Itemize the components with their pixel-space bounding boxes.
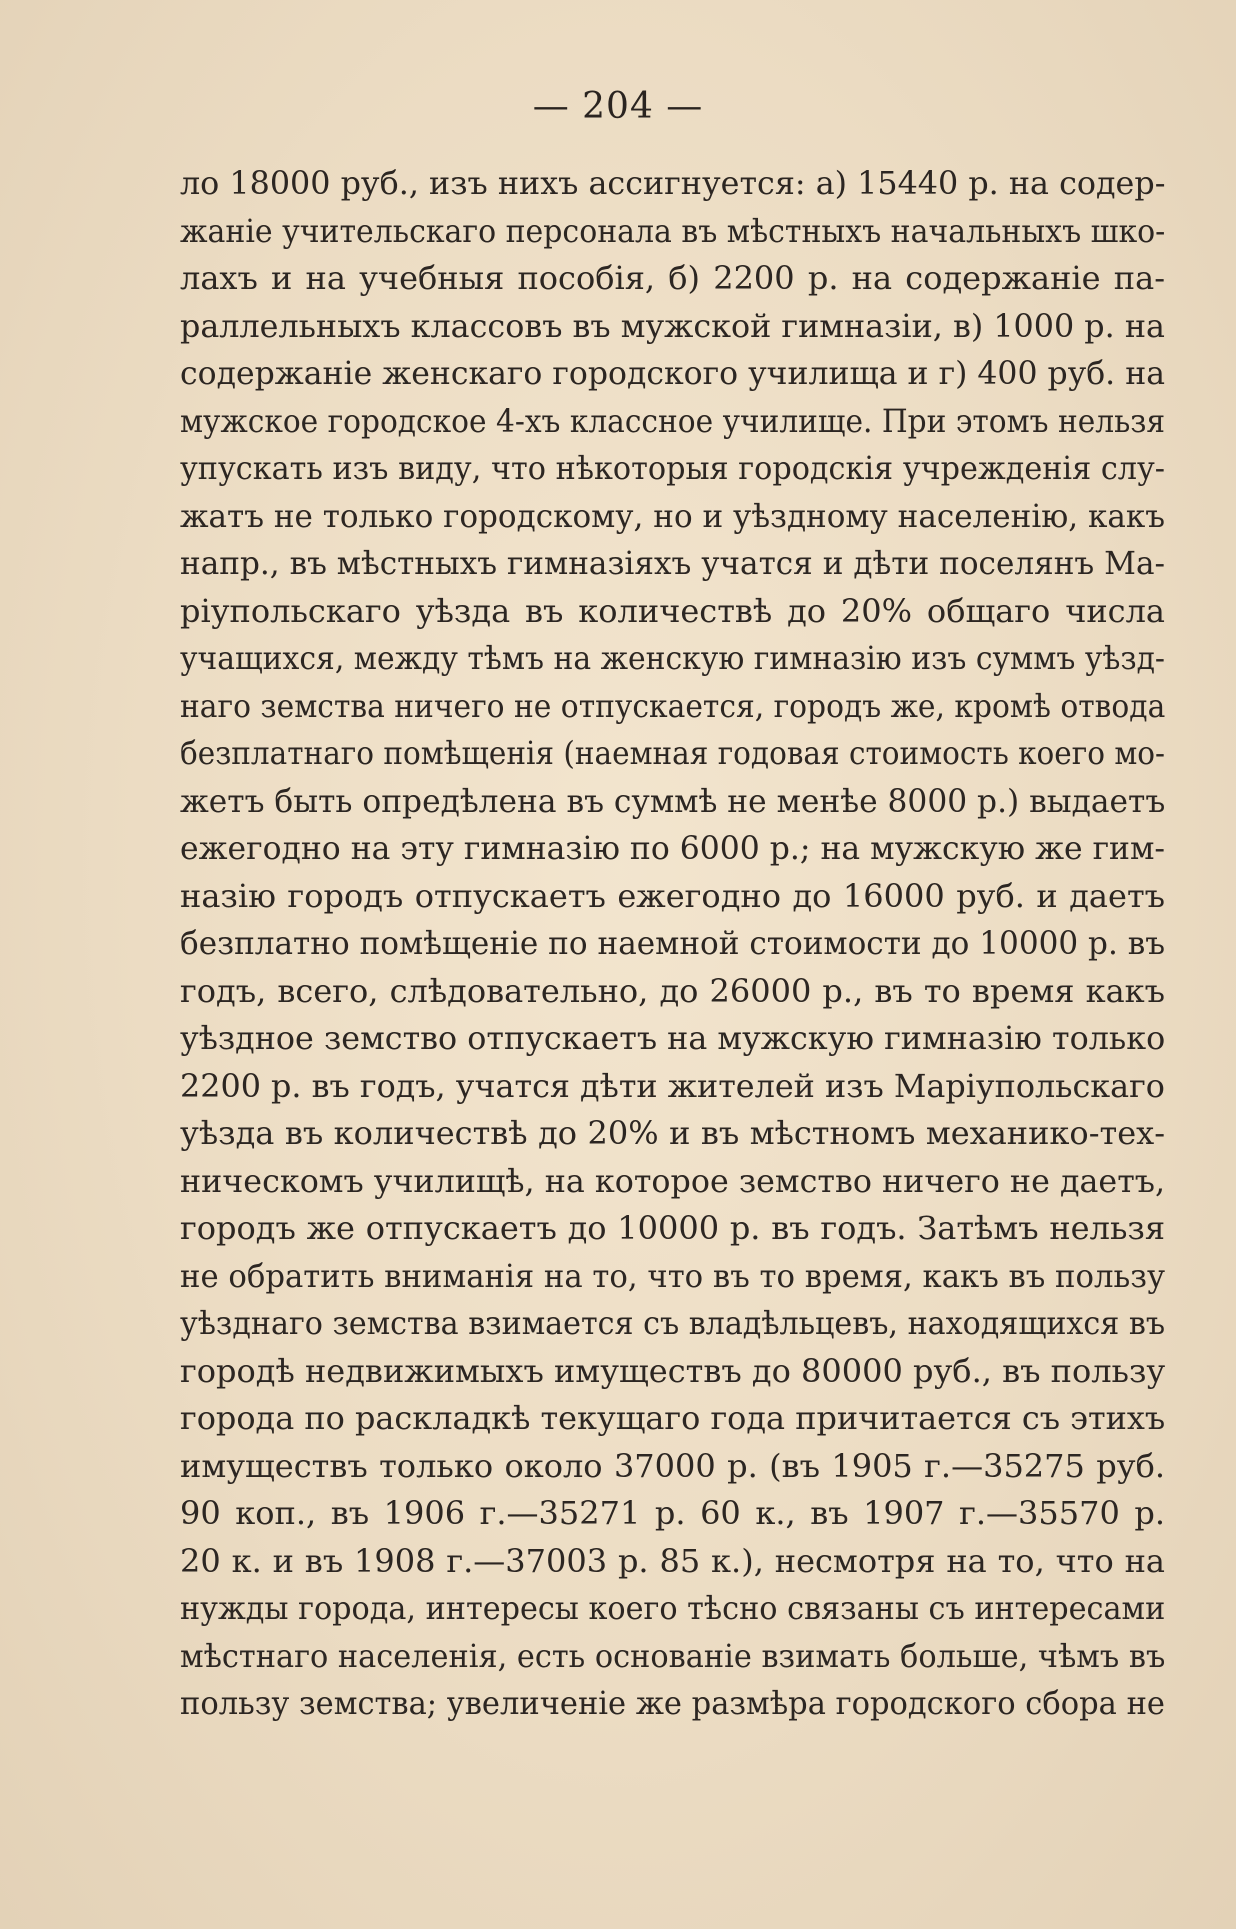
text-line: учащихся, между тѣмъ на женскую гимназію изъ суммъ уѣзд- xyxy=(180,639,1165,677)
text-line: ріупольскаго уѣзда въ количествѣ до 20% общаго числа xyxy=(180,591,1165,630)
text-line: безплатнаго помѣщенія (наемная годовая стоимость коего мо- xyxy=(180,734,1165,772)
page-number: — 204 — xyxy=(532,86,704,127)
text-line: назію городъ отпускаетъ ежегодно до 16000 руб. и даетъ xyxy=(180,876,1165,915)
text-line: имуществъ только около 37000 р. (въ 1905 г.—35275 руб. xyxy=(180,1446,1165,1485)
text-line: напр., въ мѣстныхъ гимназіяхъ учатся и дѣти поселянъ Ма- xyxy=(180,544,1165,582)
text-line: не обратить вниманія на то, что въ то время, какъ въ пользу xyxy=(180,1256,1165,1295)
text-line: ло 18000 руб., изъ нихъ ассигнуется: а) 15440 р. на содер- xyxy=(180,164,1166,202)
text-line: жаніе учительскаго персонала въ мѣстныхъ начальныхъ шко- xyxy=(180,211,1166,250)
text-line: уѣздное земство отпускаетъ на мужскую гимназію только xyxy=(180,1019,1166,1057)
text-line: уѣзда въ количествѣ до 20% и въ мѣстномъ механико-тех- xyxy=(180,1114,1165,1152)
text-line: городѣ недвижимыхъ имуществъ до 80000 руб., въ пользу xyxy=(180,1351,1166,1390)
text-line: наго земства ничего не отпускается, городъ же, кромѣ отвода xyxy=(180,686,1166,725)
text-line: 20 к. и въ 1908 г.—37003 р. 85 к.), несмотря на то, что на xyxy=(180,1541,1165,1580)
body-text xyxy=(180,160,1165,1728)
text-line: жатъ не только городскому, но и уѣздному населенію, какъ xyxy=(180,496,1166,535)
text-line: нужды города, интересы коего тѣсно связаны съ интересами xyxy=(180,1589,1166,1627)
text-line: безплатно помѣщеніе по наемной стоимости до 10000 р. въ xyxy=(180,924,1165,962)
text-line: 2200 р. въ годъ, учатся дѣти жителей изъ Маріупольскаго xyxy=(180,1066,1165,1105)
text-line: мужское городское 4-хъ классное училище. При этомъ нельзя xyxy=(180,401,1166,440)
text-line: содержаніе женскаго городского училища и г) 400 руб. на xyxy=(180,354,1165,392)
text-line: уѣзднаго земства взимается съ владѣльцевъ, находящихся въ xyxy=(180,1304,1166,1342)
text-line: годъ, всего, слѣдовательно, до 26000 р., въ то время какъ xyxy=(180,971,1165,1010)
text-line: ежегодно на эту гимназію по 6000 р.; на мужскую же гим- xyxy=(180,829,1166,867)
text-line: пользу земства; увеличеніе же размѣра городского сбора не xyxy=(180,1684,1165,1722)
text-line: раллельныхъ классовъ въ мужской гимназіи, в) 1000 р. на xyxy=(180,306,1165,345)
text-line: города по раскладкѣ текущаго года причитается съ этихъ xyxy=(180,1399,1166,1437)
text-line: жетъ быть опредѣлена въ суммѣ не менѣе 8000 р.) выдаетъ xyxy=(180,781,1166,820)
text-line: ническомъ училищѣ, на которое земство ничего не даетъ, xyxy=(180,1161,1166,1200)
text-line: 90 коп., въ 1906 г.—35271 р. 60 к., въ 1907 г.—35570 р. xyxy=(180,1494,1165,1532)
text-line: городъ же отпускаетъ до 10000 р. въ годъ. Затѣмъ нельзя xyxy=(180,1209,1165,1247)
text-line: упускать изъ виду, что нѣкоторыя городскія учрежденія слу- xyxy=(180,449,1166,487)
text-line: лахъ и на учебныя пособія, б) 2200 р. на содержаніе па- xyxy=(180,259,1165,297)
text-line: мѣстнаго населенія, есть основаніе взимать больше, чѣмъ въ xyxy=(180,1636,1166,1675)
